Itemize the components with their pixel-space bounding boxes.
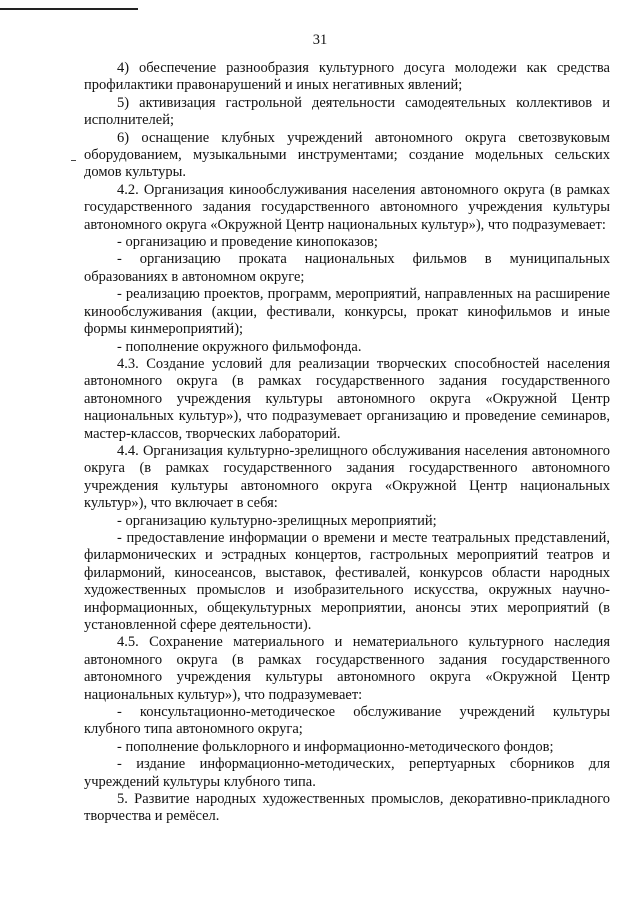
paragraph-10: 4.4. Организация культурно-зрелищного обслуживания населения автономного округа (в рамках государственного задания государственного автономного учреждения культуры автономного округа «Окружной Центр национальных культур»), что включает в себя:: [84, 442, 610, 512]
document-body: [84, 60, 610, 826]
paragraph-4: 4.2. Организация кинообслуживания населения автономного округа (в рамках государственного задания государственного автономного учреждения культуры автономного округа «Окружной Центр национальных культур»), что подразумевает:: [84, 181, 610, 233]
paragraph-9: 4.3. Создание условий для реализации творческих способностей населения автономного округа (в рамках государственного задания государственного автономного учреждения культуры автономного округа «Окружной Центр национальных культур»), что подразумевает организацию и проведение семинаров, мастер-классов, творческих лабораторий.: [84, 355, 610, 442]
paragraph-6: - организацию проката национальных фильмов в муниципальных образованиях в автономном округе;: [84, 251, 610, 285]
paragraph-16: - издание информационно-методических, репертуарных сборников для учреждений культуры клубного типа.: [84, 756, 610, 790]
paragraph-15: - пополнение фольклорного и информационно-методического фондов;: [117, 738, 554, 755]
paragraph-2: 5) активизация гастрольной деятельности самодеятельных коллективов и исполнителей;: [84, 94, 610, 129]
paragraph-8: - пополнение окружного фильмофонда.: [117, 338, 362, 355]
paragraph-12: - предоставление информации о времени и месте театральных представлений, филармонических и эстрадных концертов, гастрольных мероприятий театров и филармоний, киносеансов, выставок, фестивалей, конкурсов области народных художественных промыслов и изобразительного искусства, окружных научно-информационных, общекультурных мероприятии, анонсы этих мероприятий (в установленной сфере деятельности).: [84, 529, 610, 633]
paragraph-11: - организацию культурно-зрелищных мероприятий;: [117, 512, 437, 529]
paragraph-13: 4.5. Сохранение материального и нематериального культурного наследия автономного округа (в рамках государственного задания государственного автономного учреждения культуры автономного округа «Окружной Центр национальных культур»), что подразумевает:: [84, 634, 610, 703]
paragraph-14: - консультационно-методическое обслуживание учреждений культуры клубного типа автономного округа;: [84, 704, 610, 738]
margin-mark: [71, 160, 76, 161]
paragraph-5: - организацию и проведение кинопоказов;: [117, 234, 378, 251]
page-number: 31: [312, 32, 328, 48]
paragraph-7: - реализацию проектов, программ, мероприятий, направленных на расширение кинообслуживания (акции, фестивали, конкурсы, прокат кинофильмов и иные формы кинмероприятий);: [84, 286, 610, 338]
paragraph-1: 4) обеспечение разнообразия культурного досуга молодежи как средства профилактики правонарушений и иных негативных явлений;: [84, 60, 610, 94]
top-rule: [0, 8, 138, 10]
paragraph-17: 5. Развитие народных художественных промыслов, декоративно-прикладного творчества и ремёсел.: [84, 791, 610, 825]
paragraph-3: 6) оснащение клубных учреждений автономного округа светозвуковым оборудованием, музыкальными инструментами; создание модельных сельских домов культуры.: [84, 129, 610, 181]
